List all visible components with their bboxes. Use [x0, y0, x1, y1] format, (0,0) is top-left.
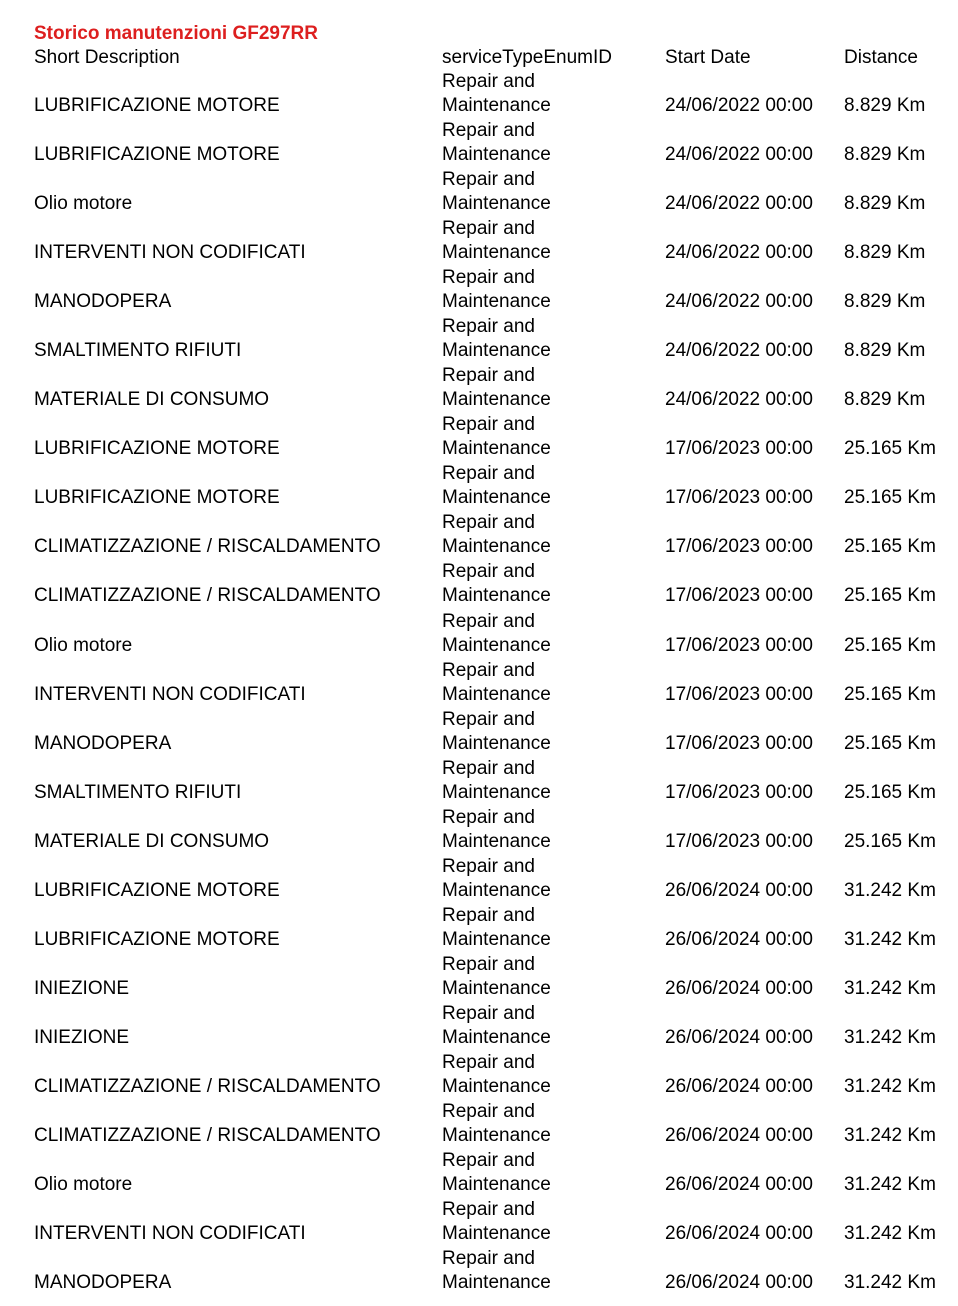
row-distance: 8.829 Km	[844, 291, 926, 313]
table-body	[34, 70, 949, 1296]
row-start-date: 17/06/2023 00:00	[665, 732, 813, 754]
row-service-type-line1: Repair and	[442, 463, 535, 485]
row-description: CLIMATIZZAZIONE / RISCALDAMENTO	[34, 536, 381, 558]
row-description: SMALTIMENTO RIFIUTI	[34, 340, 242, 362]
row-description: CLIMATIZZAZIONE / RISCALDAMENTO	[34, 585, 381, 607]
table-row	[34, 1051, 949, 1100]
row-service-type-line2: Maintenance	[442, 1026, 551, 1048]
row-distance: 25.165 Km	[844, 683, 936, 705]
row-service-type-line2: Maintenance	[442, 1124, 551, 1146]
row-start-date: 26/06/2024 00:00	[665, 1223, 813, 1245]
row-service-type-line1: Repair and	[442, 610, 535, 632]
table-row	[34, 266, 949, 315]
row-start-date: 17/06/2023 00:00	[665, 536, 813, 558]
table-row	[34, 1247, 949, 1296]
row-service-type-line1: Repair and	[442, 806, 535, 828]
table-row	[34, 168, 949, 217]
row-start-date: 17/06/2023 00:00	[665, 830, 813, 852]
row-description: MATERIALE DI CONSUMO	[34, 389, 270, 411]
table-row	[34, 953, 949, 1002]
row-description: INTERVENTI NON CODIFICATI	[34, 1223, 306, 1245]
row-description: INIEZIONE	[34, 977, 130, 999]
table-row	[34, 119, 949, 168]
column-header-start-date: Start Date	[665, 47, 751, 68]
row-distance: 8.829 Km	[844, 242, 926, 264]
row-description: MANODOPERA	[34, 291, 172, 313]
row-service-type-line1: Repair and	[442, 855, 535, 877]
row-service-type-line1: Repair and	[442, 757, 535, 779]
row-description: MANODOPERA	[34, 732, 172, 754]
row-service-type-line1: Repair and	[442, 953, 535, 975]
row-service-type-line1: Repair and	[442, 1199, 535, 1221]
row-description: LUBRIFICAZIONE MOTORE	[34, 879, 280, 901]
row-description: MANODOPERA	[34, 1272, 172, 1294]
row-service-type-line2: Maintenance	[442, 340, 551, 362]
row-distance: 8.829 Km	[844, 144, 926, 166]
table-row	[34, 855, 949, 904]
row-distance: 31.242 Km	[844, 1075, 936, 1097]
row-start-date: 26/06/2024 00:00	[665, 1174, 813, 1196]
row-description: INTERVENTI NON CODIFICATI	[34, 683, 306, 705]
row-description: CLIMATIZZAZIONE / RISCALDAMENTO	[34, 1124, 381, 1146]
row-service-type-line1: Repair and	[442, 1248, 535, 1270]
row-description: INIEZIONE	[34, 1026, 130, 1048]
row-description: LUBRIFICAZIONE MOTORE	[34, 95, 280, 116]
row-description: INTERVENTI NON CODIFICATI	[34, 242, 306, 264]
row-service-type-line1: Repair and	[442, 1150, 535, 1172]
row-service-type-line1: Repair and	[442, 1051, 535, 1073]
table-header	[34, 46, 949, 70]
column-header-service-type: serviceTypeEnumID	[442, 47, 613, 68]
row-start-date: 24/06/2022 00:00	[665, 144, 813, 166]
table-row	[34, 70, 949, 119]
column-header-description: Short Description	[34, 47, 180, 68]
row-description: LUBRIFICAZIONE MOTORE	[34, 144, 280, 166]
row-distance: 25.165 Km	[844, 732, 936, 754]
row-start-date: 24/06/2022 00:00	[665, 291, 813, 313]
row-start-date: 26/06/2024 00:00	[665, 1026, 813, 1048]
row-start-date: 26/06/2024 00:00	[665, 1272, 813, 1294]
row-start-date: 24/06/2022 00:00	[665, 242, 813, 264]
row-start-date: 26/06/2024 00:00	[665, 1124, 813, 1146]
table-row	[34, 1198, 949, 1247]
row-description: Olio motore	[34, 193, 133, 215]
row-start-date: 24/06/2022 00:00	[665, 193, 813, 215]
row-distance: 31.242 Km	[844, 928, 936, 950]
row-description: MATERIALE DI CONSUMO	[34, 830, 270, 852]
row-distance: 31.242 Km	[844, 1223, 936, 1245]
table-row	[34, 659, 949, 708]
row-description: SMALTIMENTO RIFIUTI	[34, 781, 242, 803]
row-distance: 31.242 Km	[844, 1026, 936, 1048]
row-service-type-line2: Maintenance	[442, 1223, 551, 1245]
row-start-date: 17/06/2023 00:00	[665, 634, 813, 656]
row-service-type-line1: Repair and	[442, 316, 535, 338]
row-distance: 31.242 Km	[844, 1272, 936, 1294]
row-service-type-line2: Maintenance	[442, 928, 551, 950]
row-service-type-line2: Maintenance	[442, 1272, 551, 1294]
column-header-distance: Distance	[844, 47, 918, 68]
row-distance: 25.165 Km	[844, 830, 936, 852]
row-service-type-line2: Maintenance	[442, 536, 551, 558]
row-service-type-line2: Maintenance	[442, 732, 551, 754]
table-row	[34, 413, 949, 462]
row-service-type-line1: Repair and	[442, 1100, 535, 1122]
table-row	[34, 757, 949, 806]
row-distance: 25.165 Km	[844, 781, 936, 803]
row-service-type-line2: Maintenance	[442, 585, 551, 607]
row-distance: 31.242 Km	[844, 1174, 936, 1196]
row-service-type-line1: Repair and	[442, 512, 535, 534]
row-description: LUBRIFICAZIONE MOTORE	[34, 487, 280, 509]
row-distance: 25.165 Km	[844, 585, 936, 607]
row-distance: 8.829 Km	[844, 340, 926, 362]
table-row	[34, 1100, 949, 1149]
row-start-date: 24/06/2022 00:00	[665, 95, 813, 116]
row-service-type-line2: Maintenance	[442, 879, 551, 901]
row-service-type-line1: Repair and	[442, 659, 535, 681]
table-row	[34, 315, 949, 364]
table-row	[34, 1149, 949, 1198]
row-service-type-line1: Repair and	[442, 708, 535, 730]
row-service-type-line2: Maintenance	[442, 1075, 551, 1097]
row-service-type-line1: Repair and	[442, 71, 535, 92]
row-service-type-line1: Repair and	[442, 218, 535, 240]
row-distance: 31.242 Km	[844, 879, 936, 901]
row-distance: 31.242 Km	[844, 977, 936, 999]
row-description: CLIMATIZZAZIONE / RISCALDAMENTO	[34, 1075, 381, 1097]
row-service-type-line1: Repair and	[442, 1002, 535, 1024]
row-distance: 8.829 Km	[844, 95, 926, 116]
row-start-date: 26/06/2024 00:00	[665, 1075, 813, 1097]
row-start-date: 26/06/2024 00:00	[665, 928, 813, 950]
table-row	[34, 708, 949, 757]
row-service-type-line2: Maintenance	[442, 977, 551, 999]
row-distance: 25.165 Km	[844, 438, 936, 460]
table-row	[34, 610, 949, 659]
row-start-date: 17/06/2023 00:00	[665, 585, 813, 607]
row-start-date: 26/06/2024 00:00	[665, 879, 813, 901]
table-row	[34, 1002, 949, 1051]
row-description: Olio motore	[34, 1174, 133, 1196]
row-distance: 25.165 Km	[844, 536, 936, 558]
row-service-type-line1: Repair and	[442, 169, 535, 191]
row-distance: 8.829 Km	[844, 389, 926, 411]
row-start-date: 17/06/2023 00:00	[665, 683, 813, 705]
row-service-type-line2: Maintenance	[442, 144, 551, 166]
row-service-type-line1: Repair and	[442, 904, 535, 926]
table-row	[34, 560, 949, 609]
table-row	[34, 364, 949, 413]
table-row	[34, 806, 949, 855]
row-service-type-line2: Maintenance	[442, 242, 551, 264]
row-start-date: 26/06/2024 00:00	[665, 977, 813, 999]
row-service-type-line2: Maintenance	[442, 389, 551, 411]
row-distance: 31.242 Km	[844, 1124, 936, 1146]
maintenance-document	[34, 22, 949, 1296]
row-service-type-line2: Maintenance	[442, 95, 551, 116]
row-start-date: 17/06/2023 00:00	[665, 438, 813, 460]
row-start-date: 24/06/2022 00:00	[665, 340, 813, 362]
row-service-type-line1: Repair and	[442, 267, 535, 289]
row-service-type-line2: Maintenance	[442, 830, 551, 852]
row-distance: 25.165 Km	[844, 487, 936, 509]
table-row	[34, 511, 949, 560]
row-service-type-line1: Repair and	[442, 120, 535, 142]
table-row	[34, 462, 949, 511]
document-title: Storico manutenzioni GF297RR	[34, 23, 318, 44]
row-start-date: 17/06/2023 00:00	[665, 781, 813, 803]
row-service-type-line2: Maintenance	[442, 291, 551, 313]
row-service-type-line2: Maintenance	[442, 781, 551, 803]
table-row	[34, 217, 949, 266]
row-service-type-line1: Repair and	[442, 414, 535, 436]
row-service-type-line1: Repair and	[442, 561, 535, 583]
row-distance: 8.829 Km	[844, 193, 926, 215]
row-service-type-line2: Maintenance	[442, 438, 551, 460]
row-service-type-line1: Repair and	[442, 365, 535, 387]
row-description: LUBRIFICAZIONE MOTORE	[34, 928, 280, 950]
row-service-type-line2: Maintenance	[442, 1174, 551, 1196]
row-description: Olio motore	[34, 634, 133, 656]
row-service-type-line2: Maintenance	[442, 193, 551, 215]
table-row	[34, 904, 949, 953]
row-start-date: 24/06/2022 00:00	[665, 389, 813, 411]
row-start-date: 17/06/2023 00:00	[665, 487, 813, 509]
row-distance: 25.165 Km	[844, 634, 936, 656]
row-service-type-line2: Maintenance	[442, 487, 551, 509]
row-service-type-line2: Maintenance	[442, 634, 551, 656]
row-description: LUBRIFICAZIONE MOTORE	[34, 438, 280, 460]
row-service-type-line2: Maintenance	[442, 683, 551, 705]
